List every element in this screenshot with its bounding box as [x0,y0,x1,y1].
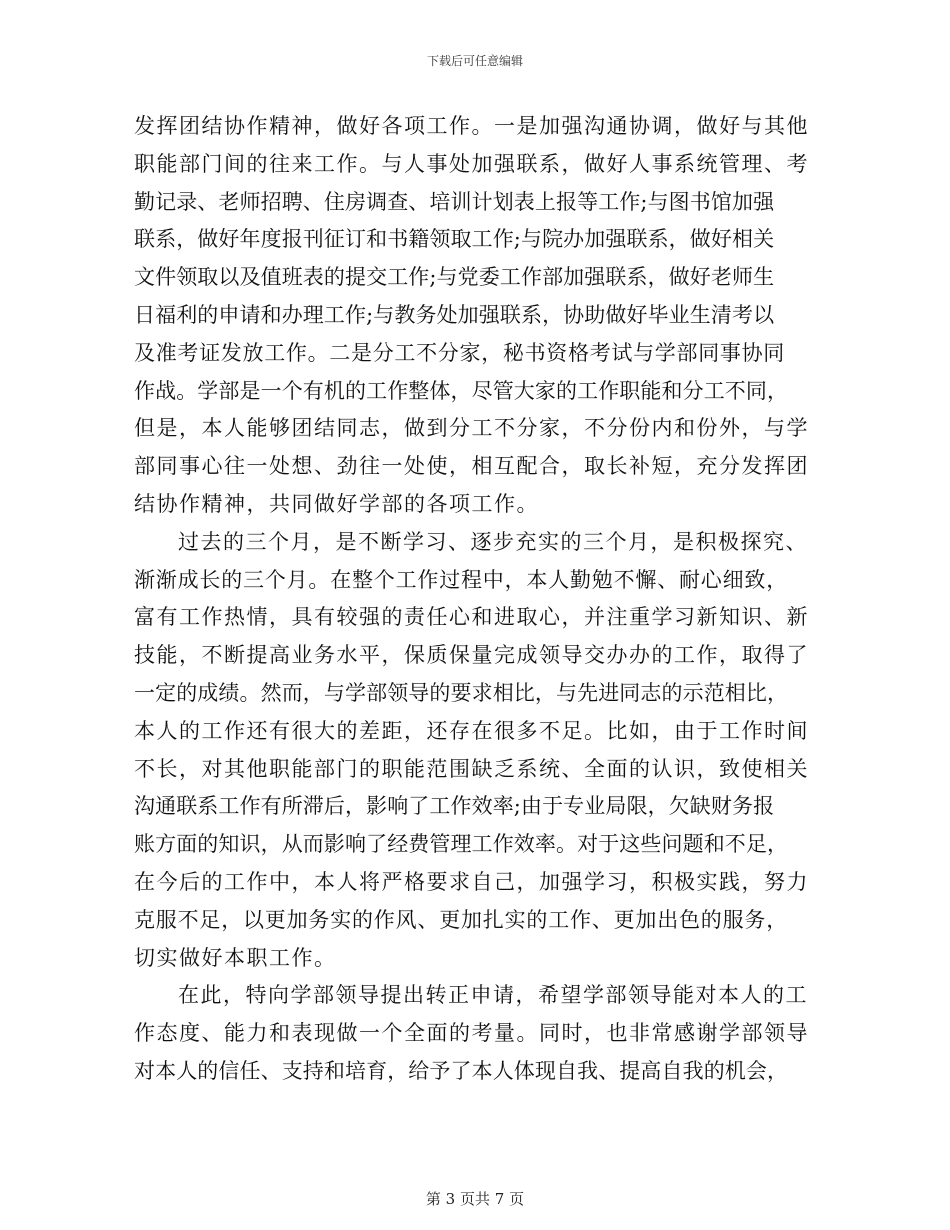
text-line: 但是，本人能够团结同志，做到分工不分家，不分份内和份外，与学 [134,416,809,441]
text-line: 过去的三个月，是不断学习、逐步充实的三个月，是积极探究、 [178,529,808,554]
document-body [134,108,809,1091]
text-line: 不长，对其他职能部门的职能范围缺乏系统、全面的认识，致使相关 [134,756,809,781]
text-line: 职能部门间的往来工作。与人事处加强联系，做好人事系统管理、考 [134,151,809,176]
text-line: 及准考证发放工作。二是分工不分家，秘书资格考试与学部同事协同 [134,340,785,365]
text-line: 作战。学部是一个有机的工作整体，尽管大家的工作职能和分工不同， [134,378,789,403]
text-line: 切实做好本职工作。 [134,945,337,970]
text-line: 克服不足，以更加务实的作风、更加扎实的工作、更加出色的服务， [134,907,788,932]
page-footer: 第 3 页共 7 页 [425,1190,525,1208]
text-line: 结协作精神，共同做好学部的各项工作。 [134,491,539,516]
text-line: 富有工作热情，具有较强的责任心和进取心，并注重学习新知识、新 [134,605,809,630]
text-line: 部同事心往一处想、劲往一处使，相互配合，取长补短，充分发挥团 [134,454,809,479]
text-line: 渐渐成长的三个月。在整个工作过程中，本人勤勉不懈、耐心细致， [134,567,788,592]
page-header: 下载后可任意编辑 [426,54,523,68]
text-line: 联系，做好年度报刊征订和书籍领取工作;与院办加强联系，做好相关 [134,227,775,252]
text-line: 日福利的申请和办理工作;与教务处加强联系，协助做好毕业生清考以 [134,302,775,327]
text-line: 一定的成绩。然而，与学部领导的要求相比，与先进同志的示范相比， [134,680,789,705]
text-line: 发挥团结协作精神，做好各项工作。一是加强沟通协调，做好与其他 [134,114,809,138]
text-line: 在今后的工作中，本人将严格要求自己，加强学习，积极实践，努力 [134,869,809,894]
text-line: 对本人的信任、支持和培育，给予了本人体现自我、提高自我的机会， [134,1058,789,1083]
text-line: 技能，不断提高业务水平，保质保量完成领导交办办的工作，取得了 [134,643,809,668]
text-line: 作态度、能力和表现做一个全面的考量。同时，也非常感谢学部领导 [134,1021,809,1046]
text-line: 本人的工作还有很大的差距，还存在很多不足。比如，由于工作时间 [134,718,809,743]
text-line: 在此，特向学部领导提出转正申请，希望学部领导能对本人的工 [178,983,808,1008]
text-line: 账方面的知识，从而影响了经费管理工作效率。对于这些问题和不足， [134,832,789,857]
text-line: 沟通联系工作有所滞后，影响了工作效率;由于专业局限，欠缺财务报 [134,794,775,819]
text-line: 勤记录、老师招聘、住房调查、培训计划表上报等工作;与图书馆加强 [134,189,775,214]
text-line: 文件领取以及值班表的提交工作;与党委工作部加强联系，做好老师生 [134,265,775,290]
